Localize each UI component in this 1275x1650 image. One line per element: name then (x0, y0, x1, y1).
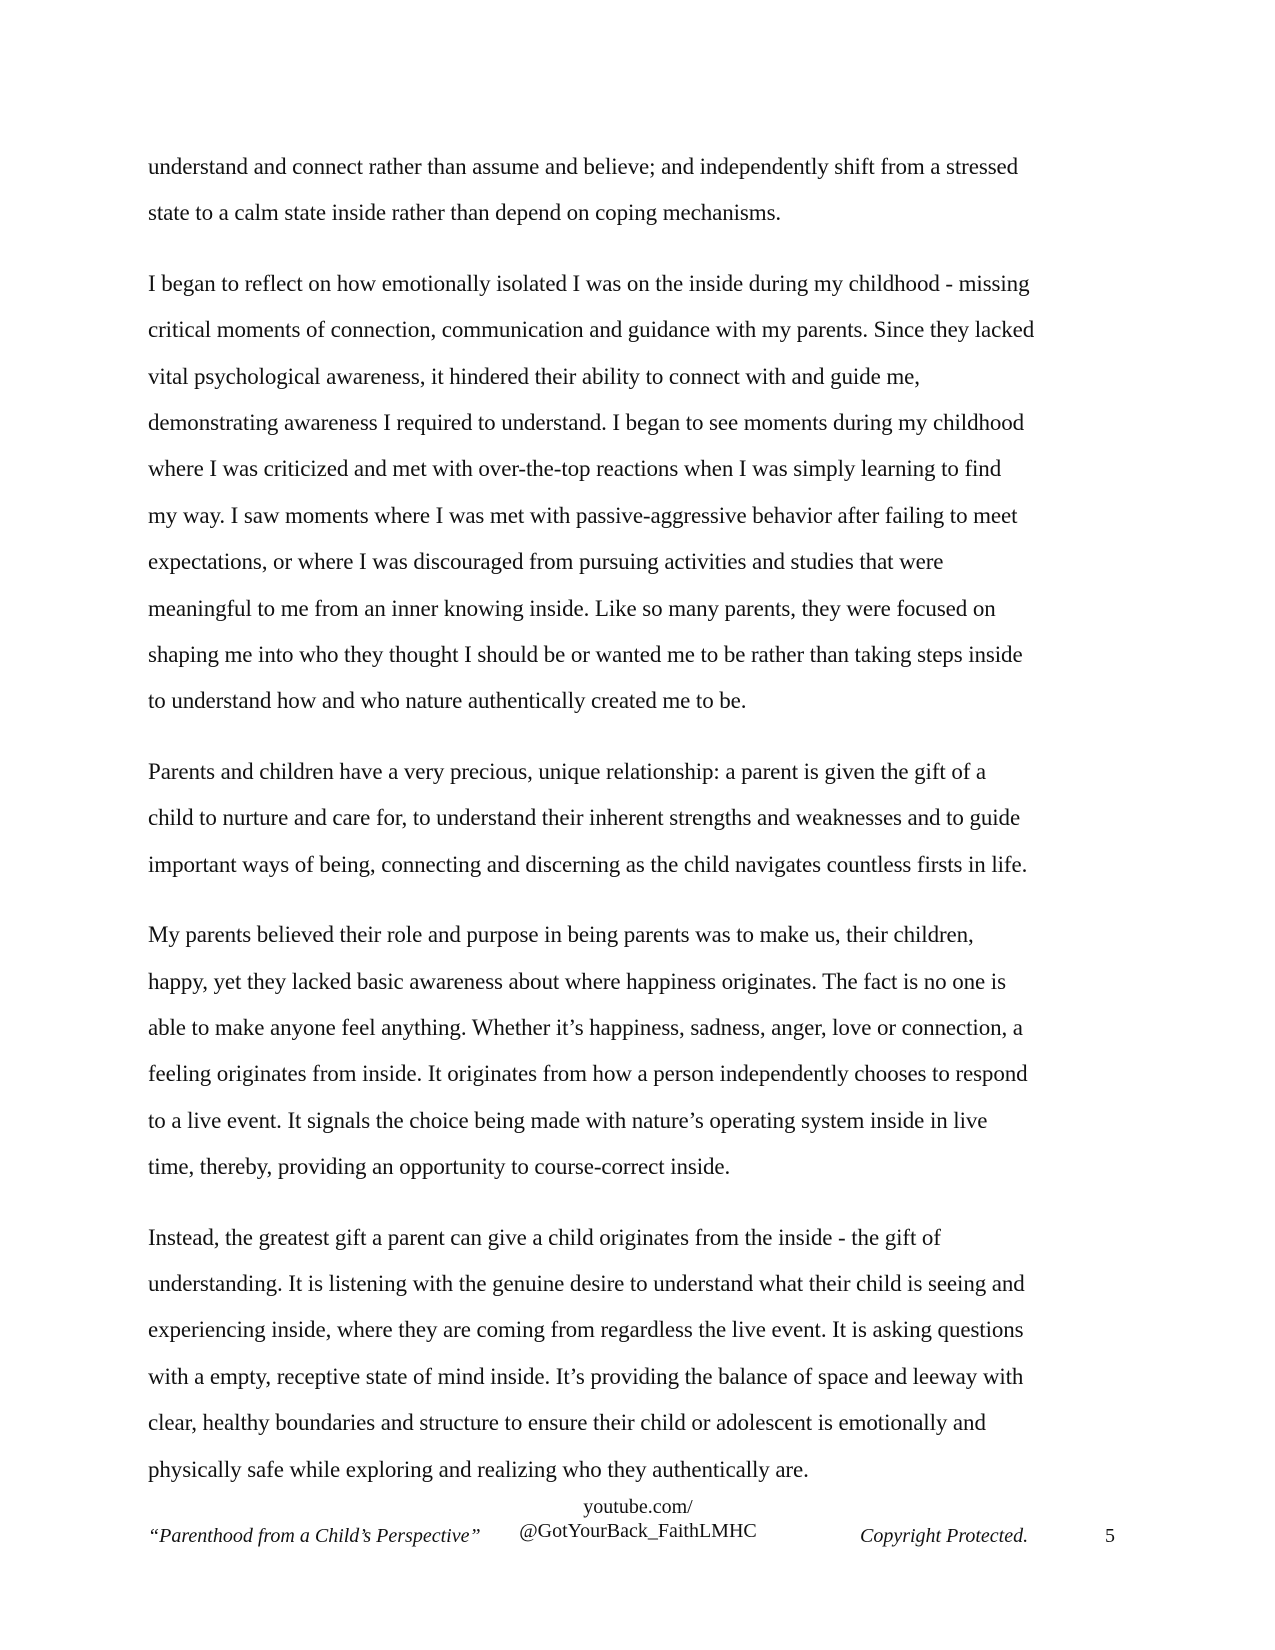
text-line: meaningful to me from an inner knowing inside. Like so many parents, they were focused on (148, 595, 996, 621)
text-line: understand and connect rather than assume and believe; and independently shift from a stressed (148, 154, 1019, 179)
text-line: state to a calm state inside rather than depend on coping mechanisms. (148, 200, 782, 226)
text-line: child to nurture and care for, to understand their inherent strengths and weaknesses and to guide (148, 805, 1021, 831)
paragraph (148, 912, 1133, 1190)
text-line: able to make anyone feel anything. Whether it’s happiness, sadness, anger, love or connection, a (148, 1014, 1023, 1040)
text-line: physically safe while exploring and realizing who they authentically are. (148, 1456, 809, 1482)
text-line: to a live event. It signals the choice being made with nature’s operating system inside in live (148, 1107, 988, 1133)
text-line: time, thereby, providing an opportunity to course-correct inside. (148, 1154, 731, 1180)
text-line: Parents and children have a very precious, unique relationship: a parent is given the gift of a (148, 758, 987, 784)
text-line: experiencing inside, where they are coming from regardless the live event. It is asking questions (148, 1317, 1024, 1343)
text-line: happy, yet they lacked basic awareness about where happiness originates. The fact is no one is (148, 968, 1006, 994)
footer-channel-handle: @GotYourBack_FaithLMHC (519, 1520, 757, 1542)
paragraph (148, 144, 1133, 237)
text-line: with a empty, receptive state of mind inside. It’s providing the balance of space and leeway with (148, 1363, 1024, 1389)
paragraph (148, 261, 1133, 725)
footer-copyright: Copyright Protected. (860, 1525, 1029, 1547)
paragraph (148, 749, 1133, 888)
paragraph (148, 1215, 1133, 1493)
text-line: important ways of being, connecting and discerning as the child navigates countless firsts in life. (148, 851, 1028, 877)
text-line: to understand how and who nature authentically created me to be. (148, 688, 747, 714)
text-line: My parents believed their role and purpose in being parents was to make us, their children, (148, 922, 974, 948)
document-body (148, 144, 1133, 1517)
text-line: understanding. It is listening with the genuine desire to understand what their child is seeing and (148, 1270, 1025, 1296)
text-line: expectations, or where I was discouraged from pursuing activities and studies that were (148, 549, 944, 575)
text-line: demonstrating awareness I required to understand. I began to see moments during my childhood (148, 410, 1025, 436)
footer-channel-url: youtube.com/ (583, 1496, 693, 1518)
text-line: feeling originates from inside. It originates from how a person independently chooses to respond (148, 1061, 1028, 1087)
text-line: critical moments of connection, communication and guidance with my parents. Since they lacked (148, 317, 1035, 343)
footer-channel (468, 1495, 808, 1543)
text-line: vital psychological awareness, it hindered their ability to connect with and guide me, (148, 363, 920, 389)
text-line: shaping me into who they thought I should be or wanted me to be rather than taking steps inside (148, 642, 1023, 668)
text-line: clear, healthy boundaries and structure to ensure their child or adolescent is emotionally and (148, 1410, 986, 1436)
text-line: I began to reflect on how emotionally isolated I was on the inside during my childhood - missing (148, 270, 1030, 296)
text-line: Instead, the greatest gift a parent can give a child originates from the inside - the gift of (148, 1224, 941, 1250)
page-footer (148, 1495, 1133, 1555)
footer-book-title: “Parenthood from a Child’s Perspective” (148, 1525, 481, 1547)
page-number: 5 (1105, 1525, 1115, 1547)
text-line: where I was criticized and met with over-the-top reactions when I was simply learning to find (148, 456, 1002, 482)
text-line: my way. I saw moments where I was met with passive-aggressive behavior after failing to meet (148, 502, 1018, 528)
